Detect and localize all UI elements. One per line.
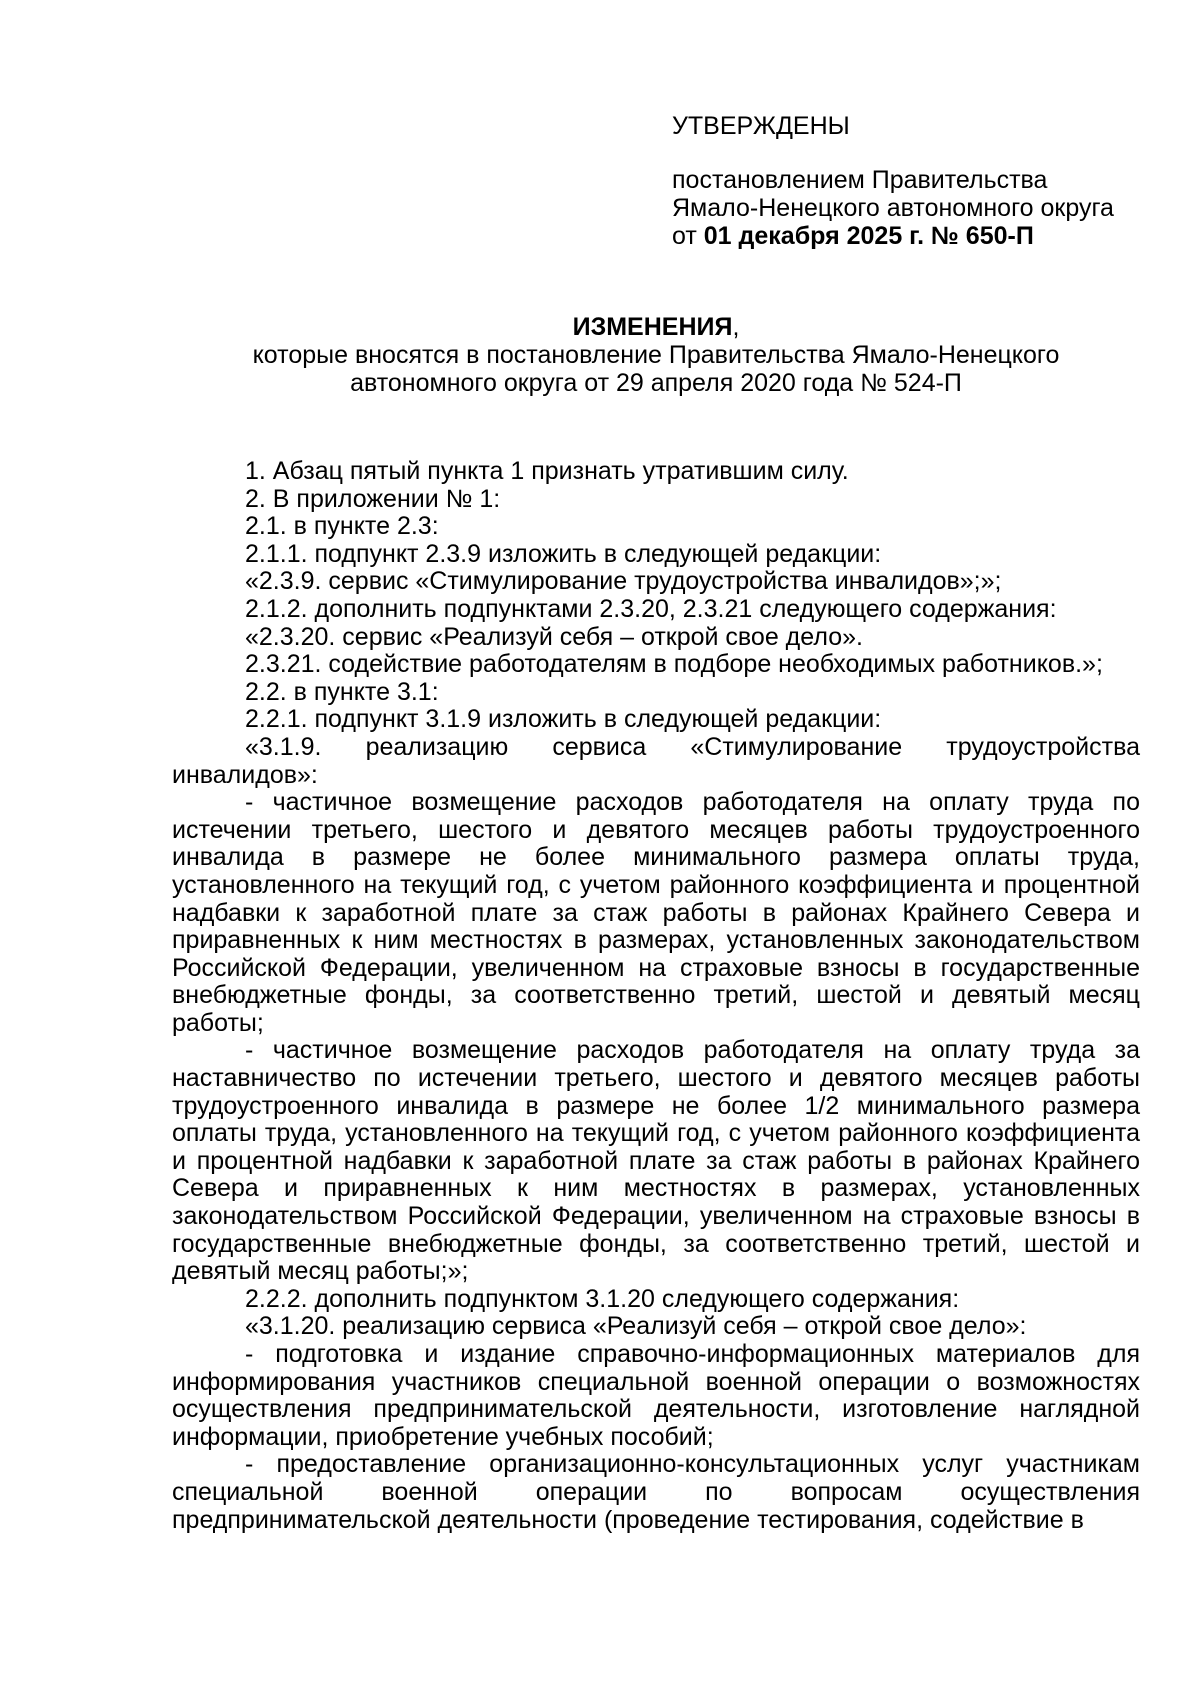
approval-line-2: Ямало-Ненецкого автономного округа: [672, 194, 1114, 222]
paragraph: - предоставление организационно-консультационных услуг участникам специальной военной операции по вопросам осуществления предпринимательской деятельности (проведение тестирования, содействие в: [172, 1450, 1140, 1534]
paragraph: «3.1.9. реализацию сервиса «Стимулирование трудоустройства инвалидов»:: [172, 732, 1140, 789]
approval-line-1: постановлением Правительства: [672, 166, 1048, 194]
document-heading-text: ИЗМЕНЕНИЯ: [572, 313, 733, 341]
paragraph: «3.1.20. реализацию сервиса «Реализуй себя – открой свое дело»:: [245, 1312, 1027, 1341]
approved-label: УТВЕРЖДЕНЫ: [672, 112, 850, 140]
paragraph: 2.3.21. содействие работодателям в подборе необходимых работников.»;: [245, 650, 1103, 679]
paragraph: - частичное возмещение расходов работодателя на оплату труда за наставничество по истечении третьего, шестого и девятого месяцев работы трудоустроенного инвалида в размере не более 1/2 минимального размера оплаты труда, установленного на текущий год, с учетом районного коэффициента и процентной надбавки к заработной плате за стаж работы в районах Крайнего Севера и приравненных к ним местностях в размерах, установленных законодательством Российской Федерации, увеличенном на страховые взносы в государственные внебюджетные фонды, за соответственно третий, шестой и девятый месяц работы;»;: [172, 1036, 1140, 1286]
paragraph: 2.2.1. подпункт 3.1.9 изложить в следующей редакции:: [245, 705, 882, 734]
paragraph: 2.1.1. подпункт 2.3.9 изложить в следующей редакции:: [245, 539, 882, 568]
paragraph: 1. Абзац пятый пункта 1 признать утратившим силу.: [245, 457, 849, 485]
approval-date-prefix: от: [672, 222, 704, 250]
paragraph: 2.2.2. дополнить подпунктом 3.1.20 следующего содержания:: [245, 1284, 960, 1313]
paragraph: 2.2. в пункте 3.1:: [245, 677, 439, 706]
approval-stamp: [672, 112, 1172, 250]
paragraph: - частичное возмещение расходов работодателя на оплату труда по истечении третьего, шестого и девятого месяцев работы трудоустроенного инвалида в размере не более минимального размера оплаты труда, установленного на текущий год, с учетом районного коэффициента и процентной надбавки к заработной плате за стаж работы в районах Крайнего Севера и приравненных к ним местностях в размерах, установленных законодательством Российской Федерации, увеличенном на страховые взносы в государственные внебюджетные фонды, за соответственно третий, шестой и девятый месяц работы;: [172, 788, 1140, 1037]
paragraph: «2.3.20. сервис «Реализуй себя – открой свое дело».: [245, 622, 863, 651]
paragraph: - подготовка и издание справочно-информационных материалов для информирования участников специальной военной операции о возможностях осуществления предпринимательской деятельности, изготовление наглядной информации, приобретение учебных пособий;: [172, 1340, 1140, 1451]
paragraph: 2.1.2. дополнить подпунктами 2.3.20, 2.3.21 следующего содержания:: [245, 594, 1057, 623]
approval-date-line: [672, 222, 1172, 250]
document-subtitle-line-1: которые вносятся в постановление Правительства Ямало-Ненецкого: [252, 341, 1060, 369]
paragraph: 2.1. в пункте 2.3:: [245, 512, 439, 541]
paragraph: 2. В приложении № 1:: [245, 484, 501, 513]
document-title-block: [172, 313, 1140, 397]
approval-date-value: 01 декабря 2025 г. № 650-П: [703, 222, 1034, 250]
document-heading-suffix: ,: [732, 313, 740, 341]
document-subtitle-line-2: автономного округа от 29 апреля 2020 года № 524-П: [350, 369, 962, 397]
document-body: [172, 458, 1140, 1534]
document-heading: [172, 313, 1140, 341]
paragraph: «2.3.9. сервис «Стимулирование трудоустройства инвалидов»;»;: [245, 567, 1002, 596]
